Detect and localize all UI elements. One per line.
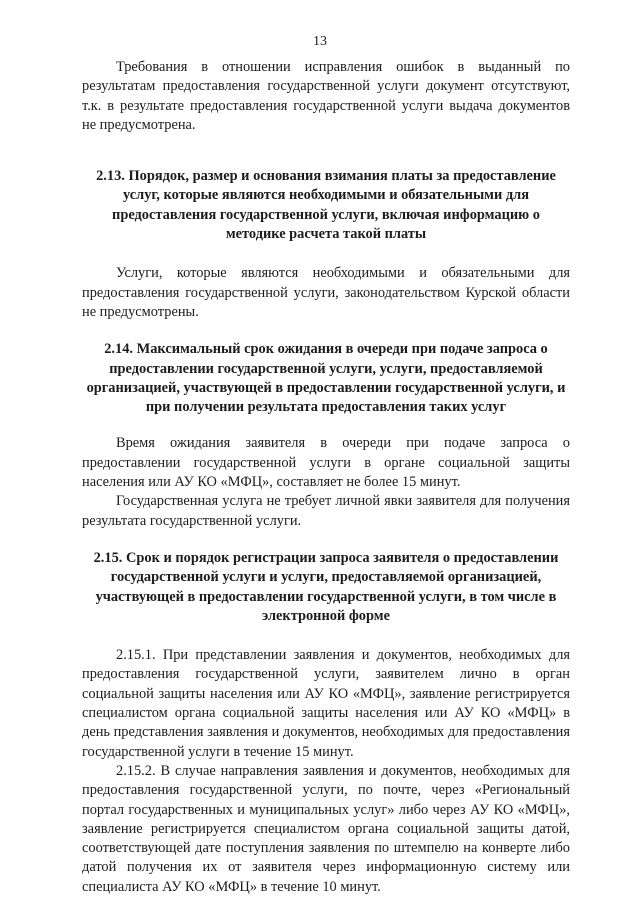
document-body	[82, 58, 570, 897]
section-2-14-paragraph-2: Государственная услуга не требует личной явки заявителя для получения результата государственной услуги.	[82, 493, 570, 529]
intro-paragraph: Требования в отношении исправления ошибок в выданный по результатам предоставления государственной услуги документ отсутствуют, т.к. в результате предоставления государственной услуги выдача документов не предусмотрена.	[82, 59, 570, 133]
section-2-15-1-paragraph: 2.15.1. При представлении заявления и документов, необходимых для предоставления государственной услуги, заявителем лично в орган социальной защиты населения или АУ КО «МФЦ», заявление регистрируется специалистом органа социальной защиты населения или АУ КО «МФЦ» в день представления заявления и документов, необходимых для предоставления государственной услуги в течение 15 минут.	[82, 647, 570, 760]
section-2-13-heading: 2.13. Порядок, размер и основания взимания платы за предоставление услуг, которые являются необходимыми и обязательными для предоставления государственной услуги, включая информацию о методике расчета такой платы	[96, 168, 556, 243]
page-number: 13	[313, 34, 327, 49]
section-2-14-heading: 2.14. Максимальный срок ожидания в очереди при подаче запроса о предоставлении государственной услуги, услуги, предоставляемой организацией, участвующей в предоставлении государственной услуги, и при получении результата предоставления таких услуг	[86, 341, 566, 416]
section-2-15-heading: 2.15. Срок и порядок регистрации запроса заявителя о предоставлении государственной услуги и услуги, предоставляемой организацией, участвующей в предоставлении государственной услуги, в том числе в электронной форме	[93, 549, 559, 624]
section-2-14-paragraph-1: Время ожидания заявителя в очереди при подаче запроса о предоставлении государственной услуги в органе социальной защиты населения или АУ КО «МФЦ», составляет не более 15 минут.	[82, 435, 570, 491]
section-2-15-2-paragraph: 2.15.2. В случае направления заявления и документов, необходимых для предоставления государственной услуги, по почте, через «Региональный портал государственных и муниципальных услуг» либо через АУ КО «МФЦ», заявление регистрируется специалистом органа социальной защиты датой, соответствующей дате поступления заявления по штемпелю на конверте либо датой получения их от заявителя через информационную систему или специалиста АУ КО «МФЦ» в течение 10 минут.	[82, 762, 570, 895]
section-2-13-paragraph: Услуги, которые являются необходимыми и обязательными для предоставления государственной услуги, законодательством Курской области не предусмотрены.	[82, 265, 570, 320]
